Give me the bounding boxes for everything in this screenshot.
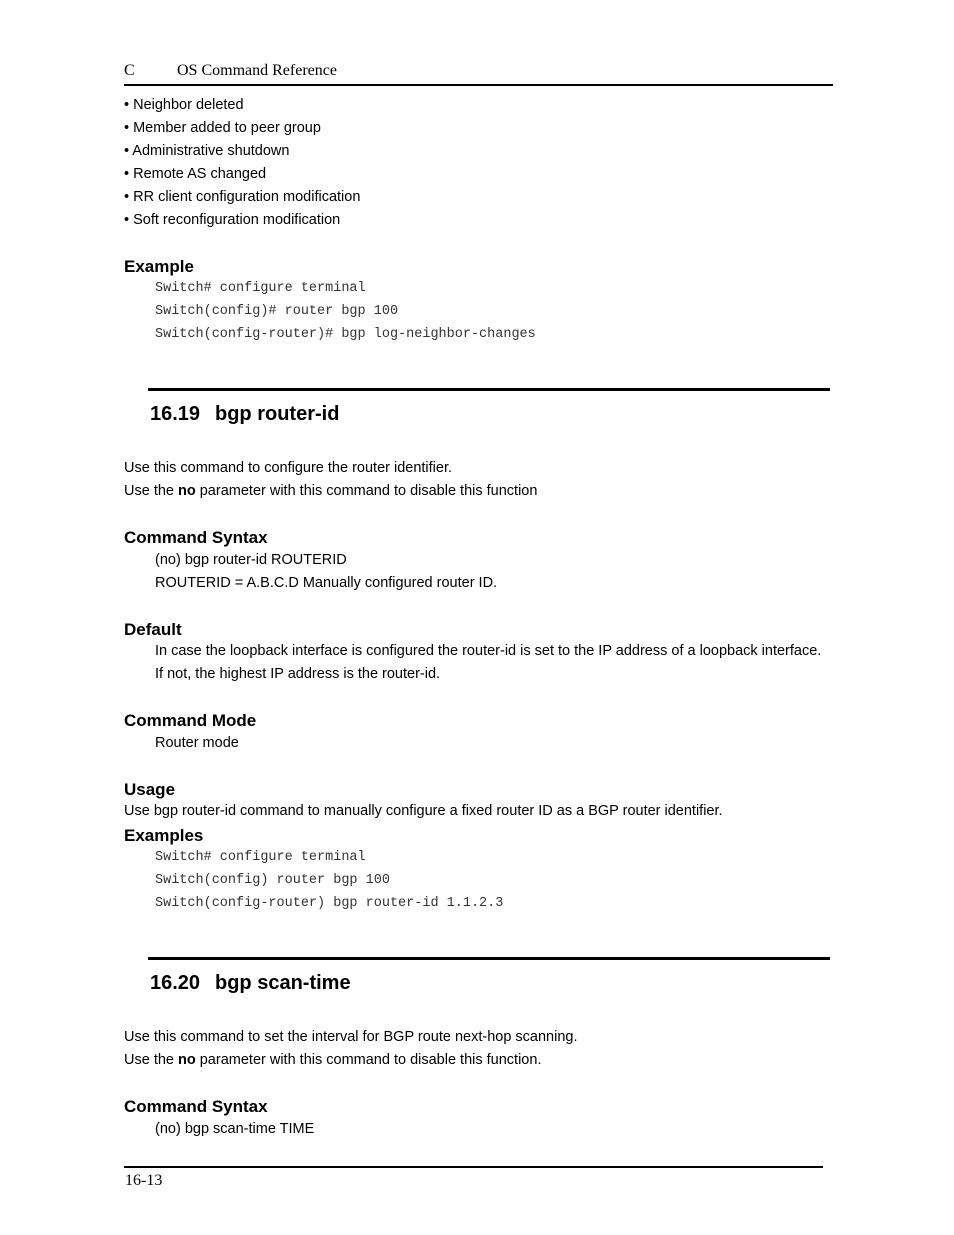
example-code-block [155, 277, 536, 346]
bullet-list [124, 94, 360, 232]
code-line: Switch# configure terminal [155, 281, 366, 296]
section-number: 16.19 [150, 403, 201, 425]
footer-rule [124, 1166, 823, 1168]
bullet-item: • RR client configuration modification [124, 189, 361, 205]
header-title: OS Command Reference [177, 62, 337, 79]
section-rule [148, 957, 830, 960]
bullet-item: • Soft reconfiguration modification [124, 212, 341, 228]
command-syntax-text: (no) bgp scan-time TIME [155, 1121, 315, 1137]
code-line: Switch# configure terminal [155, 850, 366, 865]
bullet-item: • Member added to peer group [124, 120, 321, 136]
command-syntax-heading: Command Syntax [124, 1097, 268, 1116]
header-rule [124, 84, 833, 86]
code-line: Switch(config-router) bgp router-id 1.1.2.3 [155, 896, 504, 911]
section-number: 16.20 [150, 972, 201, 994]
examples-code-block [155, 846, 503, 915]
code-line: Switch(config-router)# bgp log-neighbor-changes [155, 327, 536, 342]
intro-line-1: Use this command to configure the router identifier. [124, 460, 453, 476]
bullet-item: • Administrative shutdown [124, 143, 290, 159]
section-title: bgp router-id [215, 403, 340, 425]
command-mode-heading: Command Mode [124, 711, 257, 730]
code-line: Switch(config) router bgp 100 [155, 873, 390, 888]
intro-text [124, 457, 537, 503]
command-mode-text: Router mode [155, 735, 239, 751]
command-syntax-text [155, 549, 497, 595]
section-heading-16-20 [150, 972, 351, 995]
syntax-line: ROUTERID = A.B.C.D Manually configured router ID. [155, 575, 498, 591]
default-text [155, 640, 821, 686]
intro-line-2: Use the no parameter with this command to disable this function [124, 483, 538, 499]
code-line: Switch(config)# router bgp 100 [155, 304, 399, 319]
intro-line-1: Use this command to set the interval for BGP route next-hop scanning. [124, 1029, 578, 1045]
usage-heading: Usage [124, 780, 176, 799]
syntax-line: (no) bgp router-id ROUTERID [155, 552, 347, 568]
no-keyword: no [178, 1052, 196, 1068]
page-number: 16-13 [125, 1172, 163, 1189]
section-title: bgp scan-time [215, 972, 351, 994]
default-heading: Default [124, 620, 182, 639]
section-heading-16-19 [150, 403, 339, 426]
usage-text: Use bgp router-id command to manually configure a fixed router ID as a BGP router identifier. [124, 803, 723, 819]
section-rule [148, 388, 830, 391]
no-keyword: no [178, 483, 196, 499]
intro-line-2: Use the no parameter with this command to disable this function. [124, 1052, 542, 1068]
default-line: In case the loopback interface is configured the router-id is set to the IP address of a loopback interface. [155, 643, 822, 659]
command-syntax-heading: Command Syntax [124, 528, 268, 547]
default-line: If not, the highest IP address is the router-id. [155, 666, 441, 682]
examples-heading: Examples [124, 826, 204, 845]
example-heading: Example [124, 257, 194, 276]
bullet-item: • Remote AS changed [124, 166, 267, 182]
bullet-item: • Neighbor deleted [124, 97, 244, 113]
header-letter: C [124, 62, 135, 79]
intro-text [124, 1026, 578, 1072]
